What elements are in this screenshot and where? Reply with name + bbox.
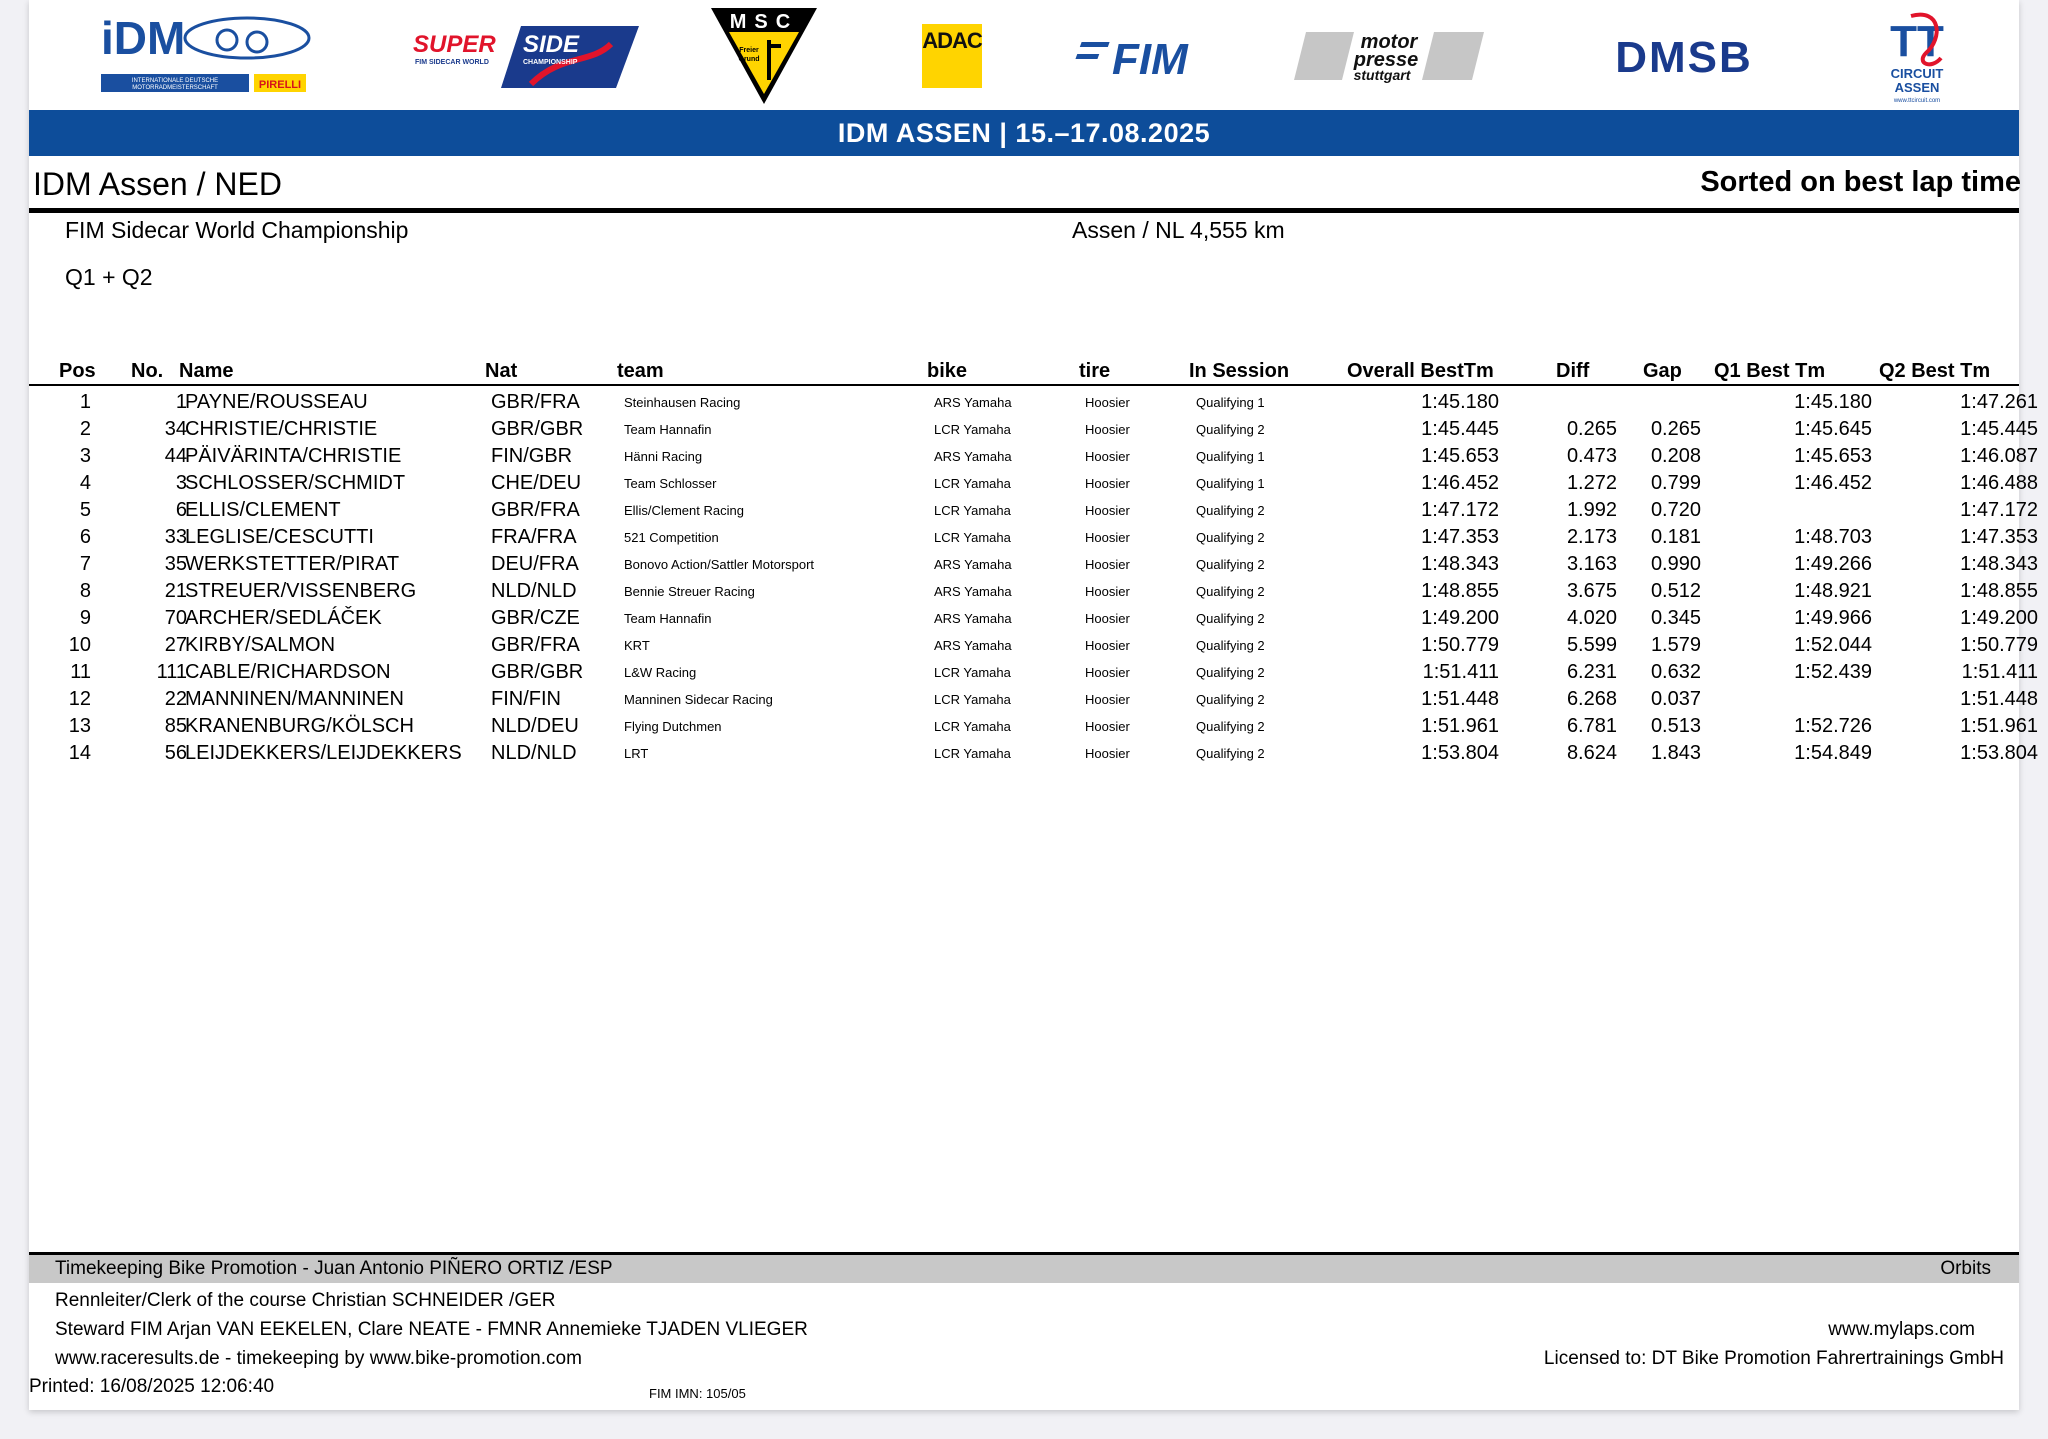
svg-text:CHAMPIONSHIP: CHAMPIONSHIP — [523, 59, 578, 66]
svg-text:FIM: FIM — [1112, 35, 1188, 84]
col-header-tire: tire — [1079, 360, 1111, 382]
cell-q1: 1:45.645 — [1794, 418, 1872, 440]
table-row — [29, 494, 2038, 521]
cell-q1: 1:49.966 — [1794, 607, 1872, 629]
col-header-gap: Gap — [1643, 360, 1682, 382]
cell-bike: LCR Yamaha — [934, 476, 1011, 491]
col-header-team: team — [617, 360, 664, 382]
cell-best: 1:47.353 — [1421, 526, 1499, 548]
svg-text:SIDE: SIDE — [523, 31, 580, 58]
cell-gap: 0.632 — [1650, 661, 1701, 683]
cell-tire: Hoosier — [1085, 584, 1130, 599]
dmsb-logo — [1584, 33, 1784, 82]
cell-q1: 1:52.044 — [1794, 634, 1872, 656]
cell-tire: Hoosier — [1085, 692, 1130, 707]
cell-no: 3 — [175, 472, 187, 494]
results-table — [29, 360, 2038, 764]
cell-diff: 5.599 — [1566, 634, 1617, 656]
cell-gap: 0.990 — [1650, 553, 1701, 575]
cell-name: LEGLISE/CESCUTTI — [185, 526, 374, 548]
cell-best: 1:51.448 — [1421, 688, 1499, 710]
cell-gap: 1.579 — [1650, 634, 1701, 656]
cell-tire: Hoosier — [1085, 530, 1130, 545]
svg-text:DMSB: DMSB — [1615, 33, 1753, 82]
cell-diff: 0.265 — [1566, 418, 1617, 440]
footer-web-links: www.raceresults.de - timekeeping by www.bike-promotion.com — [55, 1348, 582, 1369]
cell-session: Qualifying 1 — [1196, 395, 1265, 410]
cell-diff: 0.473 — [1566, 445, 1617, 467]
svg-text:TT: TT — [1890, 17, 1944, 66]
header-rule — [29, 208, 2019, 213]
cell-q1: 1:45.180 — [1794, 391, 1872, 413]
msc-logo — [709, 6, 819, 106]
svg-text:CIRCUIT: CIRCUIT — [1890, 66, 1944, 81]
adac-logo — [922, 24, 982, 88]
col-header-bike: bike — [927, 360, 968, 382]
event-banner: IDM ASSEN | 15.–17.08.2025 — [29, 110, 2019, 156]
cell-gap: 0.208 — [1650, 445, 1701, 467]
cell-nat: CHE/DEU — [491, 472, 582, 494]
svg-text:MOTORRADMEISTERSCHAFT: MOTORRADMEISTERSCHAFT — [132, 85, 218, 91]
col-header-pos: Pos — [59, 360, 96, 382]
event-title: IDM Assen / NED — [33, 166, 282, 202]
cell-name: PÄIVÄRINTA/CHRISTIE — [185, 445, 402, 467]
col-header-nat: Nat — [485, 360, 518, 382]
cell-name: CHRISTIE/CHRISTIE — [185, 418, 378, 440]
cell-team: Ellis/Clement Racing — [624, 503, 744, 518]
cell-gap: 0.265 — [1650, 418, 1701, 440]
cell-bike: LCR Yamaha — [934, 719, 1011, 734]
cell-name: KRANENBURG/KÖLSCH — [185, 715, 414, 737]
cell-session: Qualifying 2 — [1196, 530, 1265, 545]
svg-text:presse: presse — [1353, 49, 1419, 71]
cell-name: CABLE/RICHARDSON — [185, 661, 391, 683]
svg-text:stuttgart: stuttgart — [1353, 67, 1411, 83]
cell-no: 1 — [175, 391, 187, 413]
cell-best: 1:50.779 — [1421, 634, 1499, 656]
cell-q2: 1:51.961 — [1960, 715, 2038, 737]
footer-orbits: Orbits — [1940, 1258, 1991, 1279]
cell-best: 1:49.200 — [1421, 607, 1499, 629]
svg-text:www.ttcircuit.com: www.ttcircuit.com — [1893, 98, 1941, 104]
cell-gap: 0.181 — [1650, 526, 1701, 548]
col-header-q1: Q1 Best Tm — [1714, 360, 1826, 382]
cell-q2: 1:45.445 — [1960, 418, 2038, 440]
cell-tire: Hoosier — [1085, 611, 1130, 626]
cell-pos: 4 — [79, 472, 91, 494]
table-row — [29, 737, 2038, 764]
cell-tire: Hoosier — [1085, 503, 1130, 518]
cell-q1: 1:45.653 — [1794, 445, 1872, 467]
cell-q2: 1:50.779 — [1960, 634, 2038, 656]
cell-pos: 13 — [68, 715, 91, 737]
cell-bike: ARS Yamaha — [934, 449, 1012, 464]
cell-bike: ARS Yamaha — [934, 395, 1012, 410]
cell-diff: 1.992 — [1566, 499, 1617, 521]
cell-best: 1:46.452 — [1421, 472, 1499, 494]
cell-best: 1:45.653 — [1421, 445, 1499, 467]
col-header-diff: Diff — [1556, 360, 1590, 382]
session-name: Q1 + Q2 — [65, 264, 153, 290]
cell-no: 111 — [156, 661, 187, 683]
cell-bike: LCR Yamaha — [934, 665, 1011, 680]
cell-bike: LCR Yamaha — [934, 503, 1011, 518]
results-sheet — [29, 0, 2038, 1410]
svg-text:ASSEN: ASSEN — [1894, 80, 1940, 95]
cell-tire: Hoosier — [1085, 476, 1130, 491]
cell-diff: 3.163 — [1566, 553, 1617, 575]
table-row — [29, 710, 2038, 737]
cell-session: Qualifying 2 — [1196, 692, 1265, 707]
cell-diff: 4.020 — [1566, 607, 1617, 629]
cell-team: KRT — [624, 638, 650, 653]
cell-pos: 6 — [79, 526, 91, 548]
cell-no: 21 — [164, 580, 187, 602]
cell-team: 521 Competition — [624, 530, 719, 545]
cell-diff: 1.272 — [1566, 472, 1617, 494]
table-body — [29, 386, 2038, 764]
svg-text:iDM: iDM — [101, 12, 186, 64]
svg-text:Grund: Grund — [738, 56, 760, 63]
svg-text:INTERNATIONALE DEUTSCHE: INTERNATIONALE DEUTSCHE — [131, 78, 219, 84]
cell-nat: DEU/FRA — [491, 553, 579, 575]
cell-tire: Hoosier — [1085, 638, 1130, 653]
cell-best: 1:47.172 — [1421, 499, 1499, 521]
cell-diff: 6.268 — [1566, 688, 1617, 710]
svg-text:MSC: MSC — [729, 11, 799, 33]
cell-name: ELLIS/CLEMENT — [185, 499, 341, 521]
cell-team: Steinhausen Racing — [624, 395, 741, 410]
cell-pos: 14 — [68, 742, 91, 764]
table-row — [29, 521, 2038, 548]
footer-steward: Steward FIM Arjan VAN EEKELEN, Clare NEATE - FMNR Annemieke TJADEN VLIEGER — [55, 1319, 808, 1340]
cell-nat: NLD/NLD — [491, 580, 577, 602]
cell-best: 1:48.343 — [1421, 553, 1499, 575]
cell-name: PAYNE/ROUSSEAU — [185, 391, 368, 413]
cell-bike: LCR Yamaha — [934, 422, 1011, 437]
cell-pos: 5 — [79, 499, 91, 521]
cell-bike: ARS Yamaha — [934, 557, 1012, 572]
cell-bike: LCR Yamaha — [934, 530, 1011, 545]
cell-no: 35 — [164, 553, 187, 575]
cell-gap: 0.345 — [1650, 607, 1701, 629]
cell-nat: NLD/NLD — [491, 742, 577, 764]
cell-q1: 1:49.266 — [1794, 553, 1872, 575]
cell-bike: ARS Yamaha — [934, 611, 1012, 626]
cell-name: STREUER/VISSENBERG — [185, 580, 417, 602]
cell-best: 1:51.411 — [1422, 661, 1499, 683]
cell-no: 6 — [175, 499, 187, 521]
cell-no: 56 — [164, 742, 187, 764]
cell-q1: 1:48.921 — [1794, 580, 1872, 602]
cell-session: Qualifying 1 — [1196, 449, 1265, 464]
cell-session: Qualifying 2 — [1196, 422, 1265, 437]
cell-nat: GBR/CZE — [491, 607, 580, 629]
cell-diff: 2.173 — [1566, 526, 1617, 548]
cell-team: Bennie Streuer Racing — [624, 584, 755, 599]
cell-tire: Hoosier — [1085, 449, 1130, 464]
cell-q2: 1:51.411 — [1961, 661, 2038, 683]
cell-tire: Hoosier — [1085, 719, 1130, 734]
cell-q2: 1:48.855 — [1960, 580, 2038, 602]
cell-gap: 0.512 — [1650, 580, 1701, 602]
track-info: Assen / NL 4,555 km — [1072, 217, 1285, 243]
adac-logo-text: ADAC — [922, 28, 982, 53]
cell-bike: LCR Yamaha — [934, 746, 1011, 761]
table-row — [29, 629, 2038, 656]
cell-session: Qualifying 2 — [1196, 611, 1265, 626]
cell-session: Qualifying 2 — [1196, 638, 1265, 653]
col-header-best: Overall BestTm — [1347, 360, 1494, 382]
cell-bike: ARS Yamaha — [934, 584, 1012, 599]
cell-name: KIRBY/SALMON — [185, 634, 336, 656]
col-header-session: In Session — [1189, 360, 1290, 382]
cell-best: 1:45.445 — [1421, 418, 1499, 440]
cell-no: 70 — [164, 607, 187, 629]
footer-printed: Printed: 16/08/2025 12:06:40 — [29, 1376, 275, 1397]
cell-pos: 1 — [79, 391, 91, 413]
table-row — [29, 467, 2038, 494]
table-row — [29, 386, 2038, 413]
fim-logo — [1084, 30, 1199, 84]
cell-no: 27 — [164, 634, 187, 656]
cell-best: 1:53.804 — [1421, 742, 1499, 764]
cell-nat: FRA/FRA — [491, 526, 577, 548]
cell-name: ARCHER/SEDLÁČEK — [185, 607, 382, 629]
cell-team: LRT — [624, 746, 649, 761]
cell-q2: 1:51.448 — [1960, 688, 2038, 710]
footer-timekeeping: Timekeeping Bike Promotion - Juan Antonio PIÑERO ORTIZ /ESP — [55, 1258, 613, 1279]
cell-team: L&W Racing — [624, 665, 697, 680]
cell-session: Qualifying 2 — [1196, 584, 1265, 599]
cell-diff: 6.781 — [1566, 715, 1617, 737]
cell-q1: 1:52.439 — [1794, 661, 1872, 683]
cell-name: SCHLOSSER/SCHMIDT — [185, 472, 406, 494]
cell-bike: ARS Yamaha — [934, 638, 1012, 653]
cell-name: MANNINEN/MANNINEN — [185, 688, 404, 710]
cell-pos: 3 — [79, 445, 91, 467]
footer-bar — [29, 1252, 2019, 1283]
cell-nat: GBR/FRA — [491, 391, 580, 413]
cell-team: Hänni Racing — [624, 449, 703, 464]
table-row — [29, 575, 2038, 602]
cell-pos: 2 — [79, 418, 91, 440]
cell-team: Team Schlosser — [624, 476, 717, 491]
cell-team: Flying Dutchmen — [624, 719, 722, 734]
tt-circuit-logo — [1871, 8, 1966, 108]
cell-q1: 1:48.703 — [1794, 526, 1872, 548]
cell-gap: 0.799 — [1650, 472, 1701, 494]
cell-nat: GBR/GBR — [491, 661, 584, 683]
cell-nat: FIN/GBR — [491, 445, 573, 467]
footer-mylaps-link: www.mylaps.com — [1828, 1319, 1975, 1340]
cell-nat: GBR/FRA — [491, 634, 580, 656]
cell-diff: 8.624 — [1566, 742, 1617, 764]
cell-tire: Hoosier — [1085, 422, 1130, 437]
svg-text:PIRELLI: PIRELLI — [258, 79, 302, 91]
cell-session: Qualifying 2 — [1196, 557, 1265, 572]
motorpresse-logo — [1294, 30, 1484, 82]
cell-best: 1:45.180 — [1421, 391, 1499, 413]
cell-q1: 1:54.849 — [1794, 742, 1872, 764]
svg-text:motor: motor — [1360, 31, 1418, 53]
cell-no: 34 — [164, 418, 187, 440]
cell-q2: 1:53.804 — [1960, 742, 2038, 764]
superside-logo — [411, 24, 639, 90]
cell-session: Qualifying 2 — [1196, 719, 1265, 734]
cell-best: 1:51.961 — [1421, 715, 1499, 737]
cell-q2: 1:47.172 — [1960, 499, 2038, 521]
cell-name: WERKSTETTER/PIRAT — [185, 553, 400, 575]
cell-q2: 1:47.261 — [1960, 391, 2038, 413]
cell-q2: 1:47.353 — [1960, 526, 2038, 548]
table-header — [29, 360, 2019, 386]
cell-team: Manninen Sidecar Racing — [624, 692, 773, 707]
cell-bike: LCR Yamaha — [934, 692, 1011, 707]
cell-nat: GBR/FRA — [491, 499, 580, 521]
footer-clerk: Rennleiter/Clerk of the course Christian SCHNEIDER /GER — [55, 1290, 556, 1311]
idm-logo — [99, 14, 314, 99]
cell-diff: 3.675 — [1566, 580, 1617, 602]
cell-tire: Hoosier — [1085, 557, 1130, 572]
cell-gap: 0.513 — [1650, 715, 1701, 737]
cell-q2: 1:46.488 — [1960, 472, 2038, 494]
cell-q2: 1:48.343 — [1960, 553, 2038, 575]
cell-q1: 1:52.726 — [1794, 715, 1872, 737]
cell-q2: 1:49.200 — [1960, 607, 2038, 629]
cell-session: Qualifying 1 — [1196, 476, 1265, 491]
cell-nat: GBR/GBR — [491, 418, 584, 440]
cell-pos: 7 — [79, 553, 91, 575]
cell-diff: 6.231 — [1566, 661, 1617, 683]
cell-no: 44 — [164, 445, 187, 467]
col-header-q2: Q2 Best Tm — [1879, 360, 1991, 382]
col-header-name: Name — [179, 360, 234, 382]
cell-session: Qualifying 2 — [1196, 665, 1265, 680]
cell-pos: 10 — [68, 634, 91, 656]
col-header-no: No. — [131, 360, 164, 382]
table-row — [29, 413, 2038, 440]
cell-team: Team Hannafin — [624, 611, 712, 626]
cell-tire: Hoosier — [1085, 395, 1130, 410]
cell-q2: 1:46.087 — [1960, 445, 2038, 467]
table-row — [29, 656, 2038, 683]
cell-name: LEIJDEKKERS/LEIJDEKKERS — [185, 742, 462, 764]
cell-tire: Hoosier — [1085, 746, 1130, 761]
cell-nat: FIN/FIN — [491, 688, 561, 710]
cell-gap: 0.720 — [1650, 499, 1701, 521]
cell-gap: 1.843 — [1650, 742, 1701, 764]
cell-session: Qualifying 2 — [1196, 503, 1265, 518]
cell-best: 1:48.855 — [1421, 580, 1499, 602]
cell-pos: 12 — [68, 688, 91, 710]
sort-label: Sorted on best lap time — [1700, 166, 2021, 198]
cell-q1: 1:46.452 — [1794, 472, 1872, 494]
footer-licensed: Licensed to: DT Bike Promotion Fahrertrainings GmbH — [1543, 1348, 2004, 1369]
svg-text:FIM SIDECAR WORLD: FIM SIDECAR WORLD — [415, 59, 489, 66]
cell-team: Bonovo Action/Sattler Motorsport — [624, 557, 815, 572]
table-row — [29, 548, 2038, 575]
svg-text:Freier: Freier — [739, 47, 759, 54]
championship-name: FIM Sidecar World Championship — [65, 217, 409, 243]
cell-team: Team Hannafin — [624, 422, 712, 437]
table-row — [29, 602, 2038, 629]
svg-text:SUPER: SUPER — [413, 31, 496, 58]
cell-pos: 9 — [79, 607, 91, 629]
cell-gap: 0.037 — [1650, 688, 1701, 710]
cell-session: Qualifying 2 — [1196, 746, 1265, 761]
cell-tire: Hoosier — [1085, 665, 1130, 680]
cell-nat: NLD/DEU — [491, 715, 579, 737]
footer-imn: FIM IMN: 105/05 — [649, 1386, 746, 1401]
cell-pos: 8 — [79, 580, 91, 602]
cell-no: 33 — [164, 526, 187, 548]
cell-no: 22 — [164, 688, 187, 710]
cell-no: 85 — [164, 715, 187, 737]
table-row — [29, 440, 2038, 467]
table-row — [29, 683, 2038, 710]
cell-pos: 11 — [70, 661, 91, 683]
